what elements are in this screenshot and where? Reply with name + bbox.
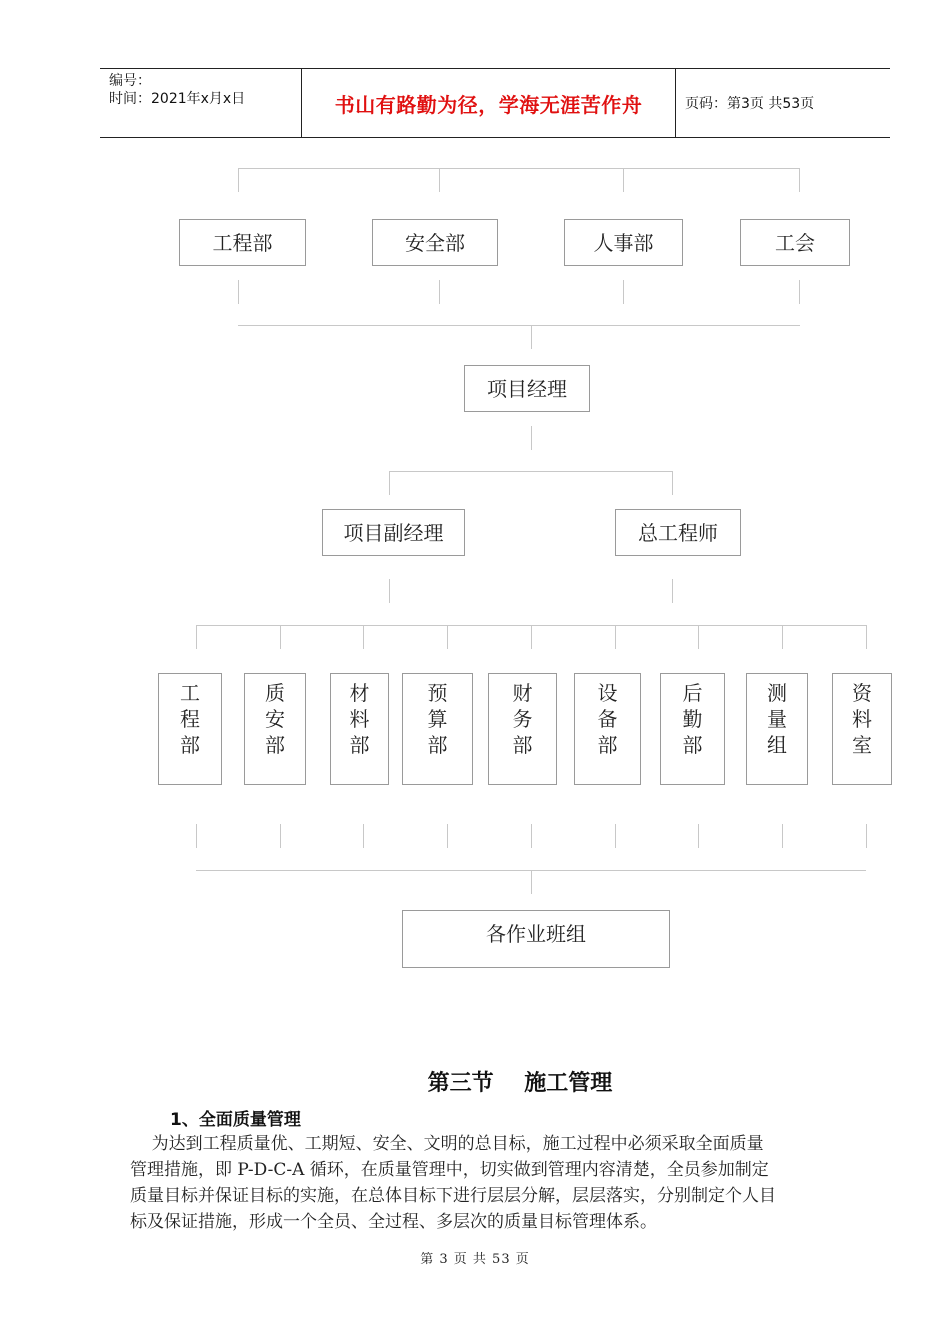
connector-line	[672, 579, 673, 603]
org-box-sub-department	[746, 673, 808, 785]
paragraph-line: 标及保证措施，形成一个全员、全过程、多层次的质量目标管理体系。	[130, 1212, 657, 1232]
org-box-top	[179, 219, 306, 266]
org-box-label: 工程部	[180, 681, 200, 757]
connector-line	[238, 168, 239, 192]
connector-line	[866, 824, 867, 848]
org-box-label: 工程部	[212, 231, 273, 255]
connector-line	[623, 168, 624, 192]
org-box-label: 设备部	[597, 681, 618, 757]
org-box-label: 项目经理	[487, 377, 567, 401]
org-box-label: 预算部	[427, 681, 448, 757]
connector-line	[531, 426, 532, 450]
connector-line	[531, 625, 532, 649]
connector-line	[238, 325, 800, 326]
org-box-label: 资料室	[852, 681, 872, 757]
connector-line	[389, 579, 390, 603]
org-box-deputy	[322, 509, 465, 556]
org-box-top	[740, 219, 850, 266]
connector-line	[280, 625, 281, 649]
header-meta	[109, 72, 245, 108]
connector-line	[623, 280, 624, 304]
connector-line	[389, 471, 673, 472]
connector-line	[280, 824, 281, 848]
org-box-work-teams	[402, 910, 670, 968]
connector-line	[531, 325, 532, 349]
org-box-sub-department	[244, 673, 306, 785]
connector-line	[196, 625, 197, 649]
header-motto: 书山有路勤为径，学海无涯苦作舟	[334, 93, 643, 117]
connector-line	[698, 824, 699, 848]
connector-line	[531, 870, 532, 894]
connector-line	[782, 824, 783, 848]
org-box-label: 各作业班组	[486, 922, 586, 946]
connector-line	[531, 824, 532, 848]
section-paragraph	[130, 1131, 865, 1235]
org-box-top	[564, 219, 683, 266]
connector-line	[615, 625, 616, 649]
org-box-sub-department	[832, 673, 892, 785]
connector-line	[238, 280, 239, 304]
org-box-project-manager	[464, 365, 590, 412]
org-box-label: 测量组	[767, 681, 787, 757]
org-box-label: 项目副经理	[343, 521, 444, 545]
paragraph-line: 为达到工程质量优、工期短、安全、文明的总目标，施工过程中必须采取全面质量	[130, 1134, 764, 1154]
org-box-sub-department	[660, 673, 725, 785]
connector-line	[363, 824, 364, 848]
org-box-sub-department	[330, 673, 389, 785]
connector-line	[799, 168, 800, 192]
header-divider	[675, 69, 676, 137]
org-box-top	[372, 219, 498, 266]
paragraph-line: 管理措施，即 P-D-C-A 循环，在质量管理中，切实做到管理内容清楚，全员参加制定	[130, 1160, 769, 1180]
section-subtitle: 1、全面质量管理	[170, 1110, 301, 1130]
org-box-label: 后勤部	[682, 681, 703, 757]
connector-line	[439, 168, 440, 192]
org-box-label: 安全部	[405, 231, 465, 255]
org-box-label: 材料部	[349, 681, 370, 757]
connector-line	[782, 625, 783, 649]
org-box-sub-department	[574, 673, 641, 785]
connector-line	[866, 625, 867, 649]
section-title: 第三节 施工管理	[427, 1071, 613, 1096]
connector-line	[447, 625, 448, 649]
org-box-sub-department	[402, 673, 473, 785]
connector-line	[698, 625, 699, 649]
paragraph-line: 质量目标并保证目标的实施，在总体目标下进行层层分解，层层落实，分别制定个人目	[130, 1186, 776, 1206]
connector-line	[615, 824, 616, 848]
connector-line	[196, 824, 197, 848]
header-page-number: 页码：第3页 共53页	[685, 96, 815, 112]
connector-line	[447, 824, 448, 848]
connector-line	[799, 280, 800, 304]
header-number: 编号：	[109, 73, 151, 89]
connector-line	[238, 168, 800, 169]
org-box-label: 质安部	[265, 681, 285, 757]
org-box-label: 总工程师	[638, 521, 718, 545]
org-box-sub-department	[488, 673, 557, 785]
connector-line	[672, 471, 673, 495]
connector-line	[389, 471, 390, 495]
org-box-label: 财务部	[512, 681, 533, 757]
document-header	[100, 68, 890, 138]
org-box-label: 人事部	[593, 231, 654, 255]
org-box-label: 工会	[775, 231, 815, 255]
connector-line	[363, 625, 364, 649]
org-box-sub-department	[158, 673, 222, 785]
org-box-deputy	[615, 509, 741, 556]
header-time: 时间：2021年x月x日	[109, 91, 246, 107]
page-footer: 第 3 页 共 53 页	[420, 1252, 530, 1267]
connector-line	[439, 280, 440, 304]
